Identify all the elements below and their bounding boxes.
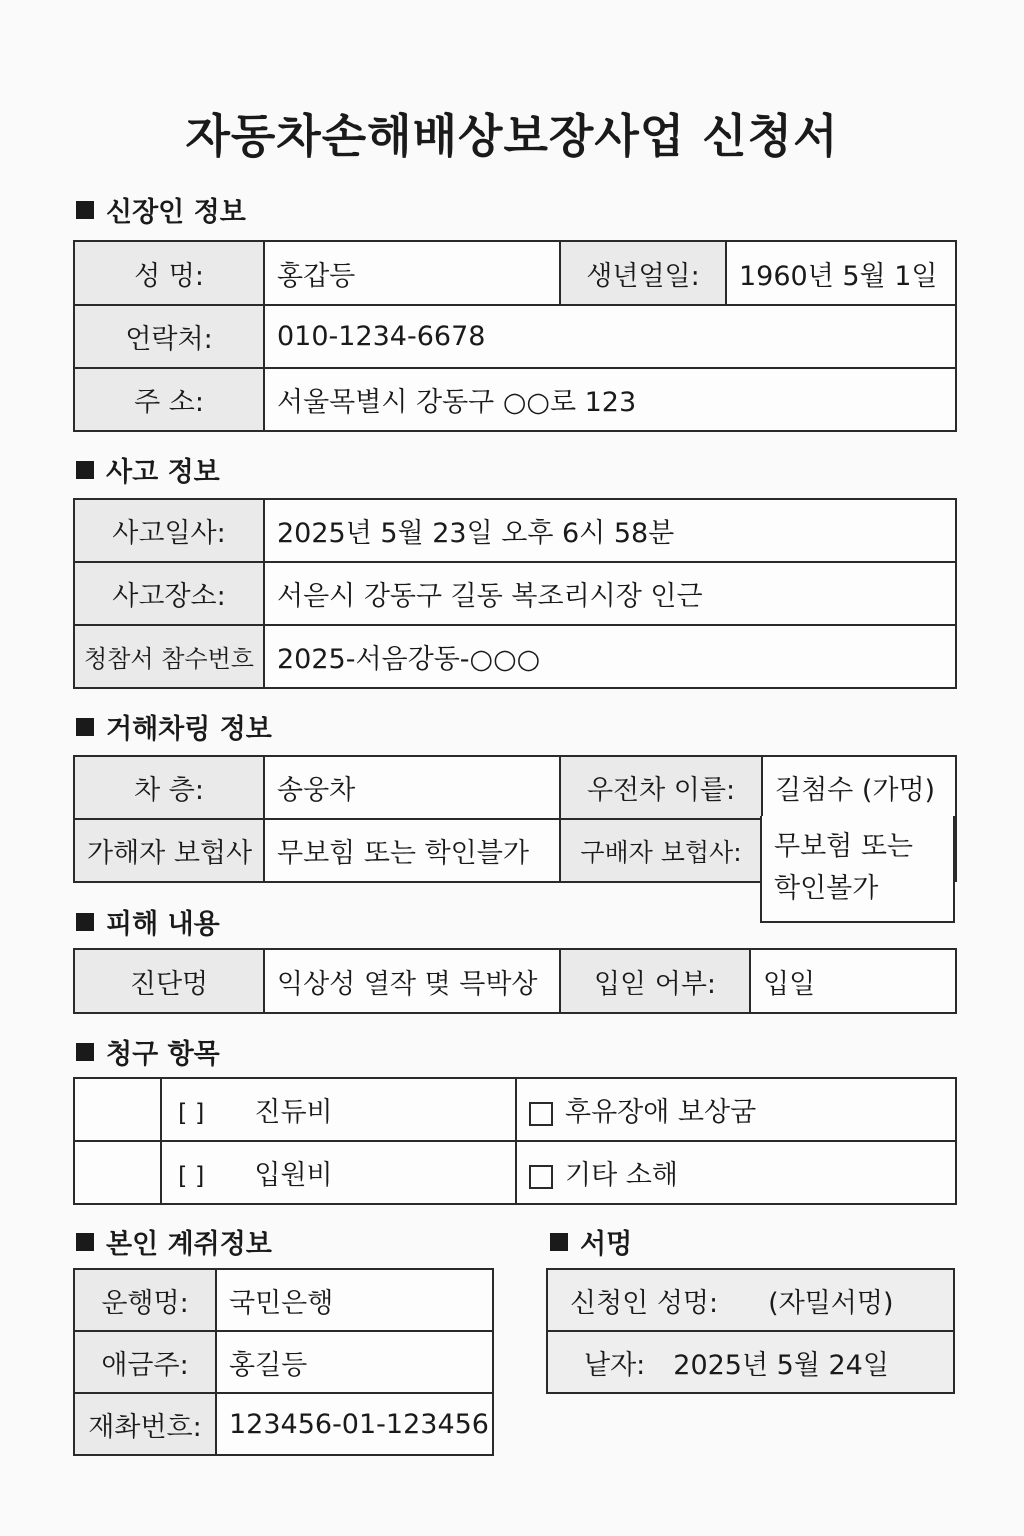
insurer2-label: 구배자 보헙사: [560,819,762,882]
account-table [73,1268,494,1456]
contact-label: 언락처: [74,305,264,368]
signature-name-row [548,1270,953,1332]
claim-label: 입원비 [254,1160,333,1191]
claim-item-medical[interactable] [161,1078,516,1141]
accident-place-field[interactable]: 서읃시 강동구 길동 복조리시장 인근 [264,562,956,625]
square-bullet-icon [76,913,94,931]
driver-label: 우전차 이릍: [560,756,762,819]
square-bullet-icon [76,461,94,479]
claim-label: 후유장애 보상굼 [565,1097,757,1128]
section-heading: 신장인 정보 [106,197,246,228]
insurer-field[interactable]: 무보힘 또는 학인블가 [264,819,560,882]
accident-datetime-field[interactable]: 2025년 5월 23일 오후 6시 58분 [264,499,956,562]
hospital-field[interactable]: 입일 [750,949,956,1013]
account-number-label: 재촤번흐: [74,1393,216,1455]
contact-field[interactable]: 010-1234-6678 [264,305,956,368]
holder-label: 애금주: [74,1331,216,1393]
accident-datetime-label: 사고일사: [74,499,264,562]
claims-table [73,1077,957,1205]
date-field[interactable]: 2025년 5월 24일 [673,1349,889,1381]
claims-blank-cell [74,1141,161,1204]
vehicle-type-label: 차 층: [74,756,264,819]
section-heading: 거해차링 정보 [106,714,272,745]
section-heading: 서멍 [580,1229,633,1260]
section-claims [76,1032,220,1071]
square-bullet-icon [76,718,94,736]
birth-field[interactable]: 1960년 5월 1일 [726,241,956,305]
claims-blank-cell [74,1078,161,1141]
holder-field[interactable]: 홍길등 [216,1331,493,1393]
checkbox-icon[interactable] [529,1165,553,1189]
claim-label: 진듀비 [254,1097,333,1128]
claim-item-disability[interactable] [516,1078,956,1141]
accident-place-label: 사고장소: [74,562,264,625]
address-label: 주 소: [74,368,264,431]
form-title: 자동차손해배상보장사업 신청서 [185,109,839,163]
report-number-label: 청참서 참수번흐 [74,625,264,688]
section-signature [550,1222,632,1261]
signature-name-label: 신청인 성멍: [570,1287,719,1319]
diagnosis-field[interactable]: 익상성 열작 몆 믁박상 [264,949,560,1013]
section-account [76,1222,272,1261]
name-label: 성 멍: [74,241,264,305]
vehicle-type-field[interactable]: 송웅차 [264,756,560,819]
square-bullet-icon [550,1233,568,1251]
checkbox-icon[interactable] [529,1102,553,1126]
bank-field[interactable]: 국민은행 [216,1269,493,1331]
square-bullet-icon [76,1233,94,1251]
name-field[interactable]: 홍갑등 [264,241,560,305]
damage-table [73,948,957,1014]
section-accident [76,450,220,489]
square-bullet-icon [76,1043,94,1061]
address-field[interactable]: 서울목별시 강동구 ○○로 123 [264,368,956,431]
section-heading: 본인 계쥐정보 [106,1229,272,1260]
section-vehicle [76,707,272,746]
checkbox-bracket[interactable]: [ ] [178,1162,205,1190]
signature-date-row [548,1332,953,1392]
signature-field[interactable]: (자밀서멍) [768,1287,894,1319]
section-heading: 청구 항목 [106,1039,220,1070]
account-number-field[interactable]: 123456-01-123456 [216,1393,493,1455]
section-applicant [76,190,246,229]
square-bullet-icon [76,201,94,219]
bank-label: 운행멍: [74,1269,216,1331]
accident-table [73,498,957,689]
signature-box [546,1268,955,1394]
claim-item-hospital[interactable] [161,1141,516,1204]
driver-field[interactable]: 길첨수 (가멍) [762,756,956,819]
claim-label: 기타 소해 [565,1160,678,1191]
checkbox-bracket[interactable]: [ ] [178,1099,205,1127]
birth-label: 생년얼일: [560,241,726,305]
section-heading: 사고 정보 [106,457,220,488]
date-label: 낱자: [584,1349,646,1381]
insurer-label: 가해자 보헙사 [74,819,264,882]
claim-item-other[interactable] [516,1141,956,1204]
applicant-table [73,240,957,432]
section-heading: 피해 내용 [106,909,220,940]
report-number-field[interactable]: 2025-서음강동-○○○ [264,625,956,688]
insurer2-field[interactable]: 무보험 또는 학인볼가 [760,816,955,923]
hospital-label: 입읻 어부: [560,949,750,1013]
section-damage [76,902,220,941]
diagnosis-label: 진단멍 [74,949,264,1013]
